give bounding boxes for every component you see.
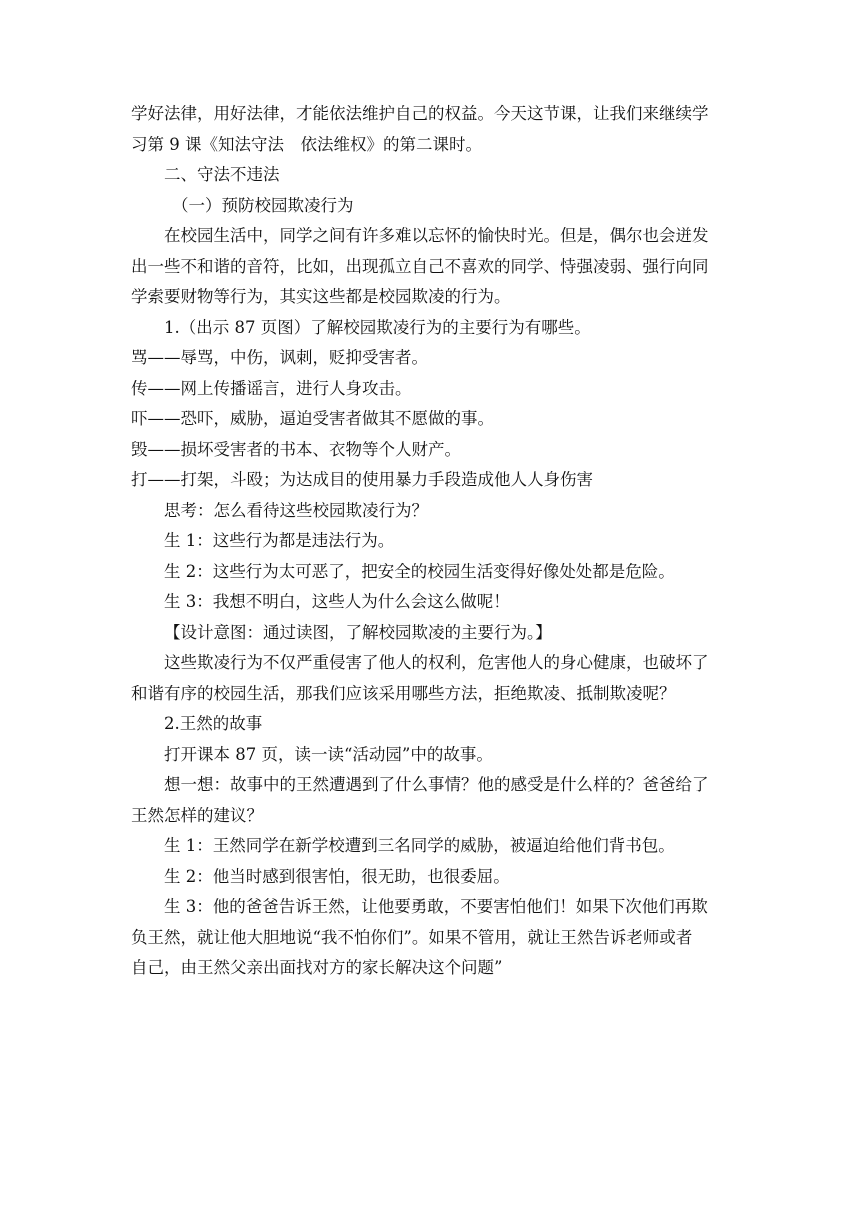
numbered-item: 2.王然的故事: [164, 714, 263, 733]
list-item: 毁——损坏受害者的书本、衣物等个人财产。: [131, 439, 461, 459]
student-answer: 负王然，就让他大胆地说“我不怕你们”。如果不管用，就让王然告诉老师或者: [131, 927, 693, 947]
list-item: 传——网上传播谣言，进行人身攻击。: [131, 378, 412, 398]
student-answer: 生 2：他当时感到很害怕，很无助，也很委屈。: [164, 866, 510, 886]
list-item: 打——打架，斗殴；为达成目的使用暴力手段造成他人人身伤害: [131, 470, 593, 489]
list-item: 吓——恐吓，威胁，逼迫受害者做其不愿做的事。: [131, 409, 494, 428]
list-item: 骂——辱骂，中伤，讽刺，贬抑受害者。: [131, 348, 428, 367]
section-heading: 二、守法不违法: [164, 165, 280, 184]
question-line: 思考：怎么看待这些校园欺凌行为？: [164, 500, 428, 520]
design-intent-note: 【设计意图：通过读图，了解校园欺凌的主要行为。】: [164, 622, 552, 642]
student-answer: 生 1：这些行为都是违法行为。: [164, 531, 395, 550]
paragraph-line: 在校园生活中，同学之间有许多难以忘怀的愉快时光。但是，偶尔也会迸发: [164, 226, 709, 245]
document-body: [131, 99, 731, 984]
question-line: 王然怎样的建议？: [131, 805, 263, 825]
student-answer: 生 3：我想不明白，这些人为什么会这么做呢！: [164, 592, 510, 611]
paragraph-line: 和谐有序的校园生活，那我们应该采用哪些方法，拒绝欺凌、抵制欺凌呢？: [131, 683, 676, 703]
numbered-item: 1.（出示 87 页图）了解校园欺凌行为的主要行为有哪些。: [164, 317, 591, 337]
paragraph-line: 出一些不和谐的音符，比如，出现孤立自己不喜欢的同学、恃强凌弱、强行向同: [131, 256, 709, 276]
student-answer: 生 3：他的爸爸告诉王然，让他要勇敢，不要害怕他们！如果下次他们再欺: [164, 897, 708, 916]
paragraph-line: 学索要财物等行为，其实这些都是校园欺凌的行为。: [131, 287, 511, 306]
paragraph-line: 打开课本 87 页，读一读“活动园”中的故事。: [164, 744, 493, 764]
subsection-heading: （一）预防校园欺凌行为: [172, 195, 354, 215]
question-line: 想一想：故事中的王然遭遇到了什么事情？他的感受是什么样的？爸爸给了: [164, 775, 709, 794]
paragraph-line: 学好法律，用好法律，才能依法维护自己的权益。今天这节课，让我们来继续学: [131, 104, 709, 123]
paragraph-line: 习第 9 课《知法守法 依法维权》的第二课时。: [131, 134, 482, 154]
student-answer: 生 1：王然同学在新学校遭到三名同学的威胁，被逼迫给他们背书包。: [164, 836, 675, 855]
paragraph-line: 这些欺凌行为不仅严重侵害了他人的权利，危害他人的身心健康，也破坏了: [164, 653, 709, 672]
student-answer: 自己，由王然父亲出面找对方的家长解决这个问题”: [131, 958, 503, 977]
student-answer: 生 2：这些行为太可恶了，把安全的校园生活变得好像处处都是危险。: [164, 561, 675, 581]
